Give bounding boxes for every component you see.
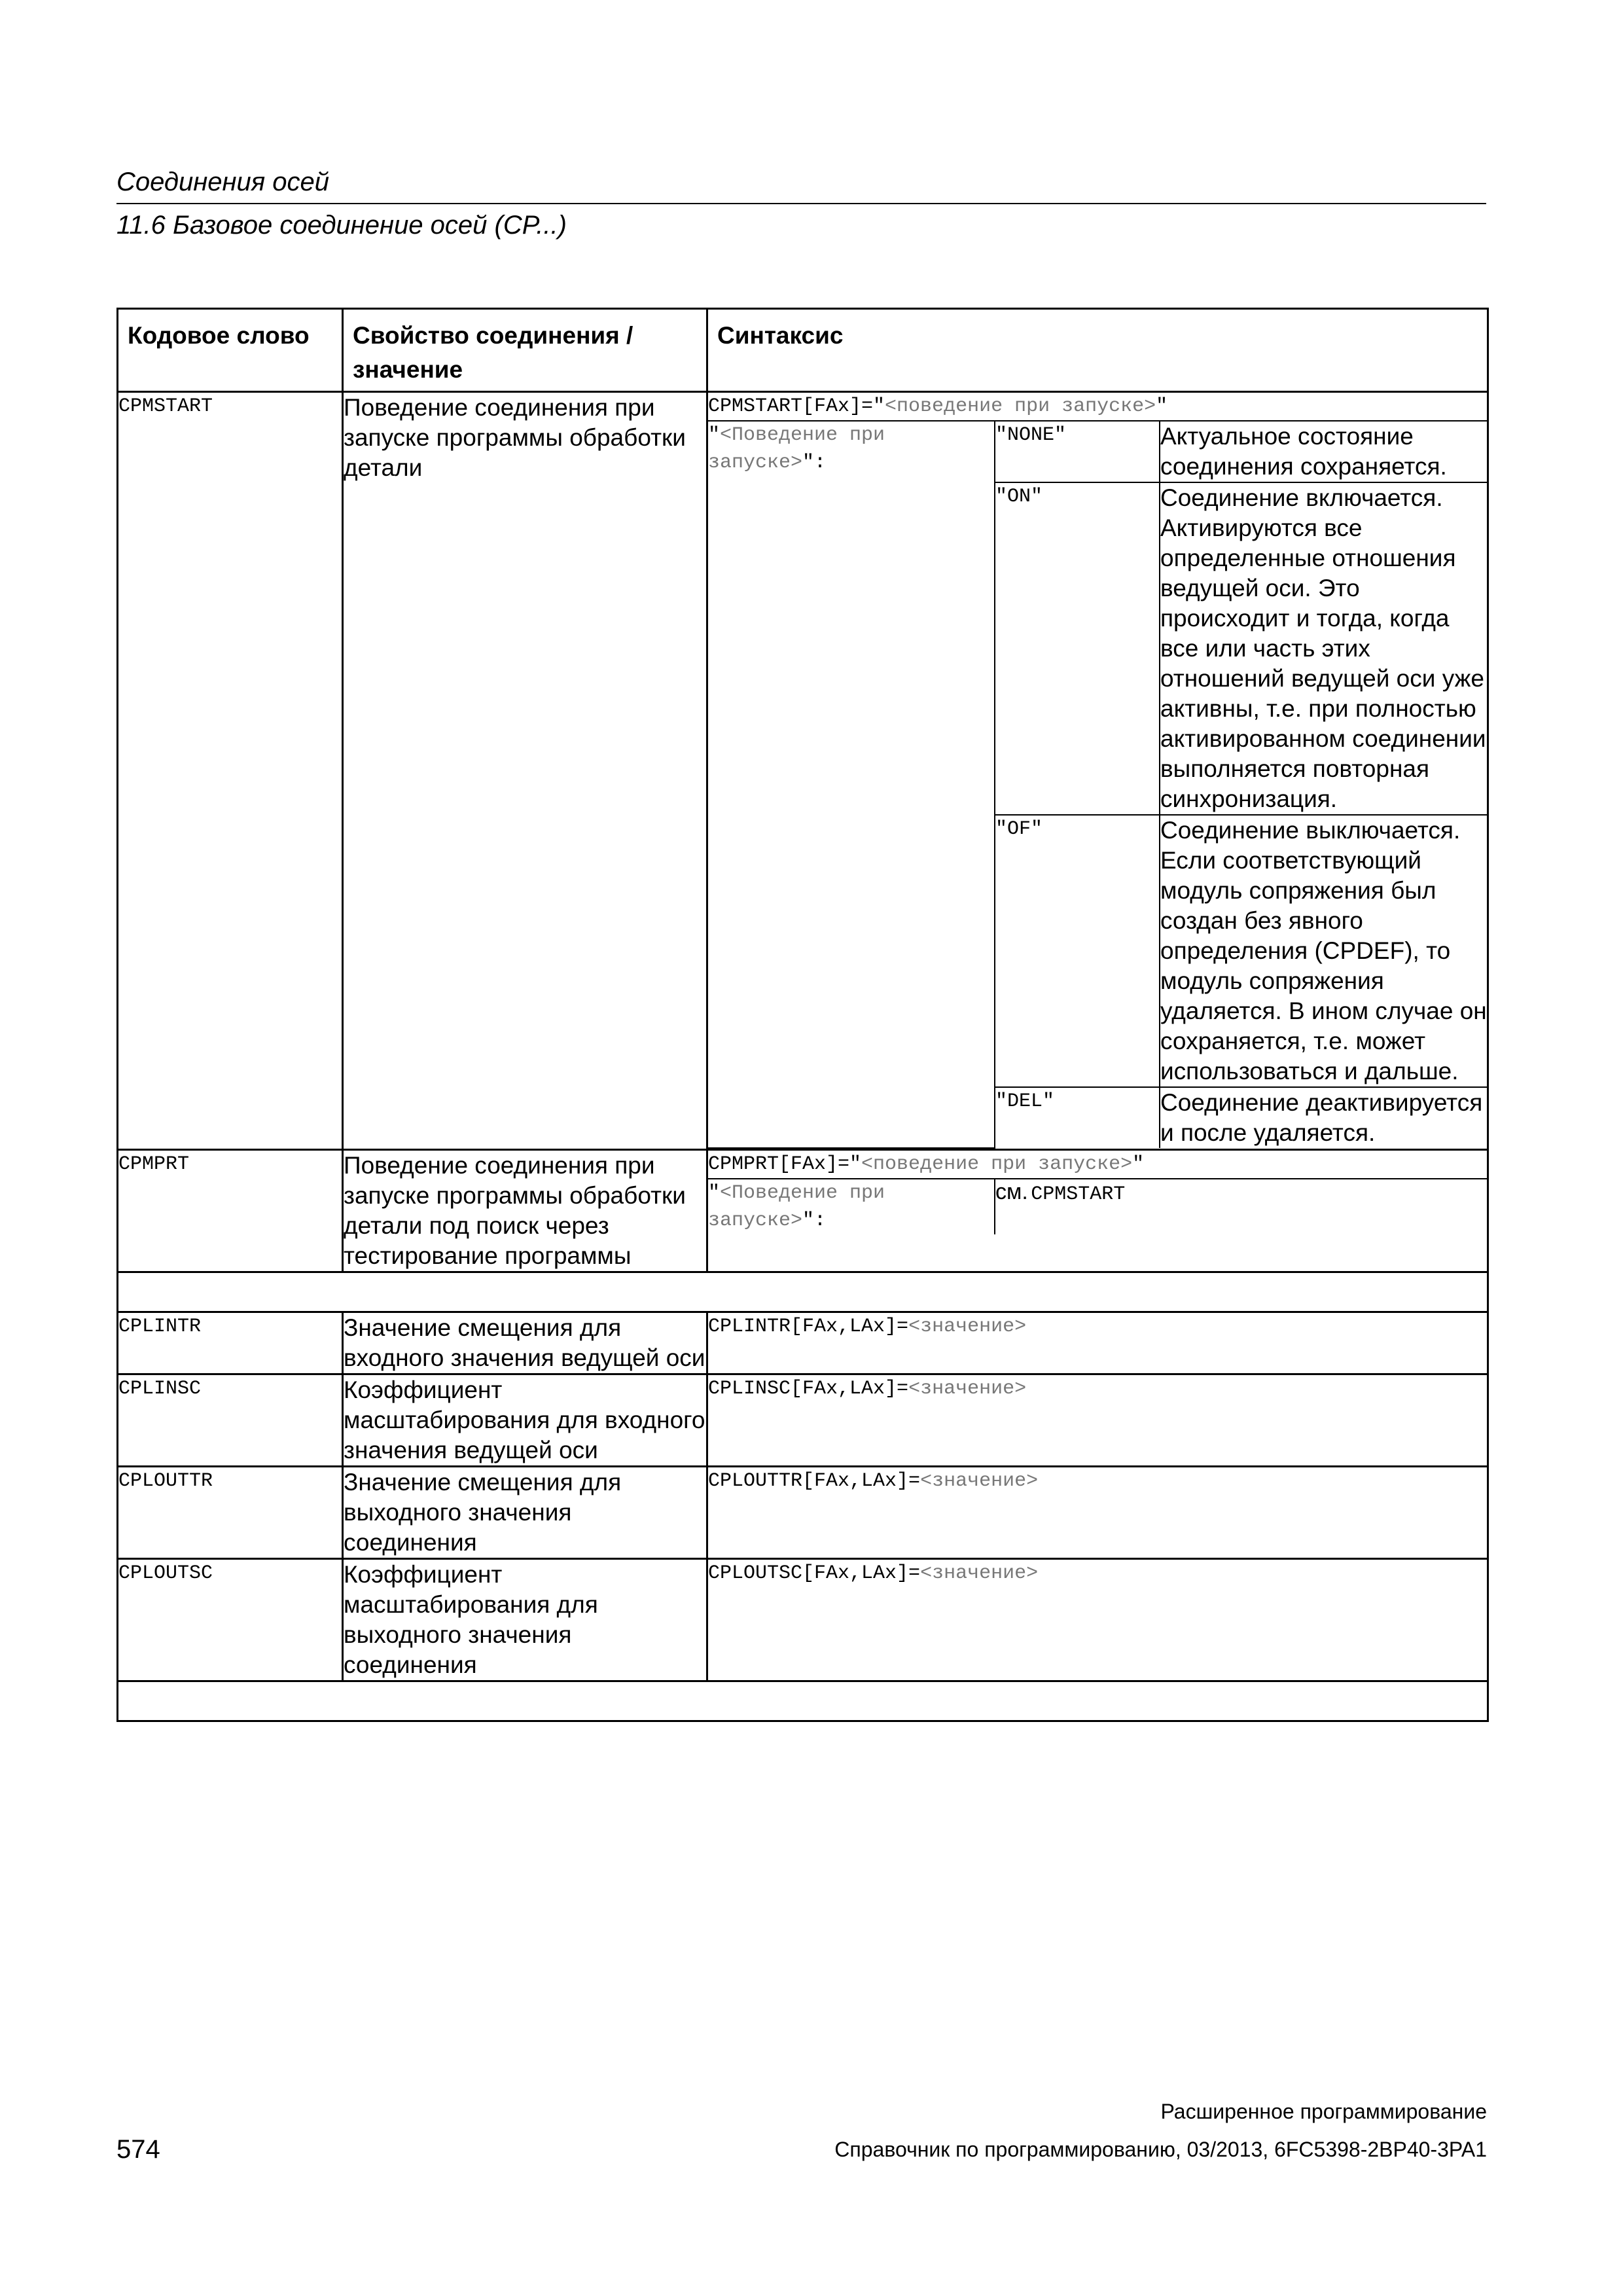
syntax-code: CPMPRT[FAx]="<поведение при запуске>" xyxy=(708,1151,1487,1179)
table-row-cpmprt xyxy=(118,1150,1488,1272)
parameter-label: "<Поведение при запуске>": xyxy=(708,1179,995,1234)
parameter-label: "<Поведение при запуске>": xyxy=(708,421,995,1148)
syntax-code: CPLOUTSC[FAx,LAx]=<значение> xyxy=(707,1559,1488,1681)
table-row-cpmstart xyxy=(118,392,1488,1150)
separator-row xyxy=(118,1272,1488,1312)
column-header-syntax: Синтаксис xyxy=(707,309,1488,392)
syntax-subtable xyxy=(708,1151,1487,1234)
syntax-row xyxy=(708,393,1487,421)
option-value: "NONE" xyxy=(995,421,1160,482)
syntax-code: CPLINTR[FAx,LAx]=<значение> xyxy=(707,1312,1488,1374)
keyword-cell: CPMPRT xyxy=(118,1150,343,1272)
option-description: Соединение деактивируется и после удаляется. xyxy=(1160,1087,1487,1148)
option-row xyxy=(708,421,1487,482)
option-value: "ON" xyxy=(995,482,1160,815)
footer-reference: Справочник по программированию, 03/2013, 6FC5398-2BP40-3PA1 xyxy=(834,2138,1487,2161)
option-description: Соединение выключается. Если соответствующий модуль сопряжения был создан без явного определения (CPDEF), то модуль сопряжения удаляется. В ином случае он сохраняется, т.е. может использоваться и дальше. xyxy=(1160,815,1487,1087)
syntax-code: CPLINSC[FAx,LAx]=<значение> xyxy=(707,1374,1488,1467)
page-number: 574 xyxy=(116,2135,160,2164)
chapter-title: Соединения осей xyxy=(116,168,330,196)
property-cell: Значение смещения для выходного значения соединения xyxy=(343,1467,707,1559)
table-row xyxy=(118,1312,1488,1374)
property-cell: Поведение соединения при запуске программы обработки детали xyxy=(343,392,707,1150)
syntax-code: CPMSTART[FAx]="<поведение при запуске>" xyxy=(708,393,1487,421)
option-row xyxy=(708,1179,1487,1234)
keyword-cell: CPMSTART xyxy=(118,392,343,1150)
keyword-cell: CPLINTR xyxy=(118,1312,343,1374)
table-row xyxy=(118,1559,1488,1681)
property-cell: Коэффициент масштабирования для выходного значения соединения xyxy=(343,1559,707,1681)
option-value: "OF" xyxy=(995,815,1160,1087)
syntax-row xyxy=(708,1151,1487,1179)
option-description: Актуальное состояние соединения сохраняется. xyxy=(1160,421,1487,482)
table-row xyxy=(118,1374,1488,1467)
table-row xyxy=(118,1467,1488,1559)
option-description: Соединение включается. Активируются все определенные отношения ведущей оси. Это происходит и тогда, когда все или часть этих отношений ведущей оси уже активны, т.е. при полностью активированном соединении выполняется повторная синхронизация. xyxy=(1160,482,1487,815)
keyword-cell: CPLOUTTR xyxy=(118,1467,343,1559)
table-header-row xyxy=(118,309,1488,392)
property-cell: Поведение соединения при запуске программы обработки детали под поиск через тестирование программы xyxy=(343,1150,707,1272)
page-header xyxy=(116,164,1486,243)
see-reference: см. CPMSTART xyxy=(995,1179,1487,1234)
footer-book-title: Расширенное программирование xyxy=(1160,2100,1487,2123)
property-cell: Коэффициент масштабирования для входного значения ведущей оси xyxy=(343,1374,707,1467)
syntax-cell xyxy=(707,1150,1488,1272)
header-rule xyxy=(116,203,1486,204)
syntax-cell xyxy=(707,392,1488,1150)
column-header-property: Свойство соединения / значение xyxy=(343,309,707,392)
property-cell: Значение смещения для входного значения ведущей оси xyxy=(343,1312,707,1374)
syntax-subtable xyxy=(708,393,1487,1149)
keyword-cell: CPLINSC xyxy=(118,1374,343,1467)
section-title: 11.6 Базовое соединение осей (CP...) xyxy=(116,211,567,240)
separator-row xyxy=(118,1681,1488,1721)
column-header-keyword: Кодовое слово xyxy=(118,309,343,392)
syntax-code: CPLOUTTR[FAx,LAx]=<значение> xyxy=(707,1467,1488,1559)
keyword-cell: CPLOUTSC xyxy=(118,1559,343,1681)
coupling-table xyxy=(116,308,1489,1722)
option-value: "DEL" xyxy=(995,1087,1160,1148)
